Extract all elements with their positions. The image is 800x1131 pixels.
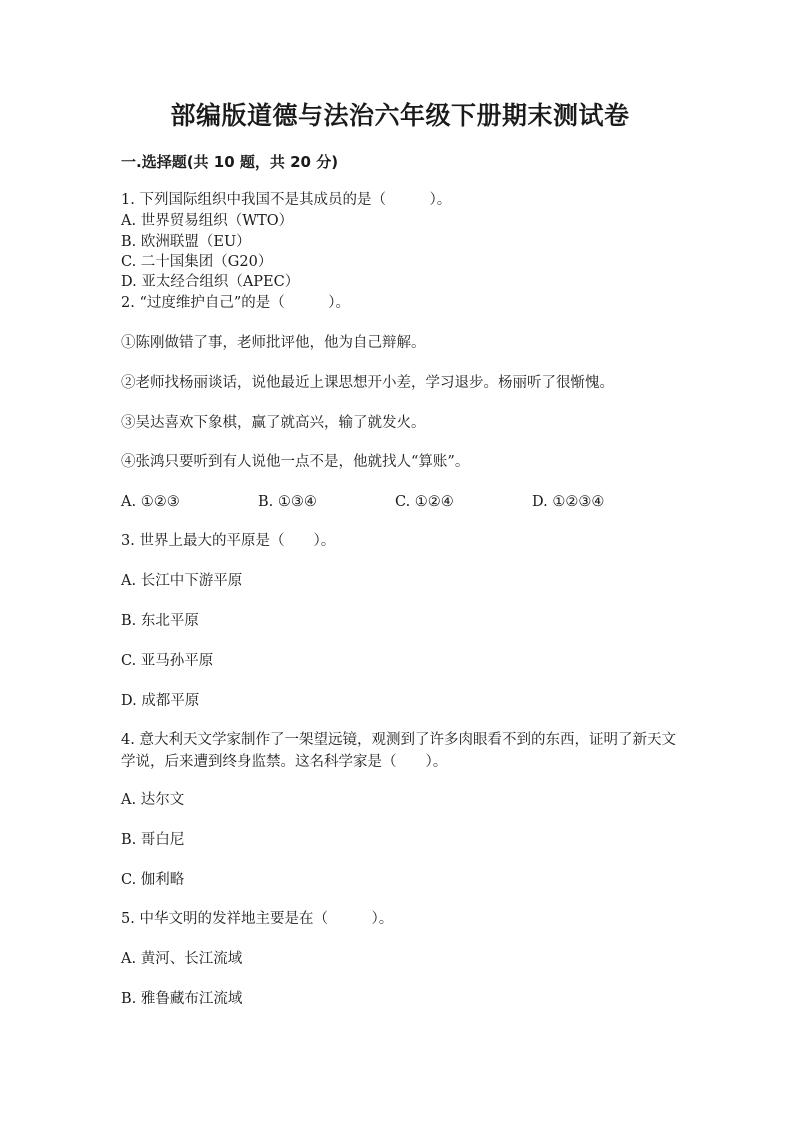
question-1-option-b: B. 欧洲联盟（EU） [121, 234, 251, 250]
question-2-option-b: B. ①③④ [258, 494, 317, 510]
question-2-stem: 2. “过度维护自己”的是（ ）。 [121, 295, 351, 311]
question-3-stem: 3. 世界上最大的平原是（ ）。 [121, 533, 336, 549]
question-4-stem: 4. 意大利天文学家制作了一架望远镜，观测到了许多肉眼看不到的东西，证明了新天文学说，后来遭到终身监禁。这名科学家是（ ）。 [121, 732, 676, 770]
question-5-option-a: A. 黄河、长江流域 [121, 951, 243, 967]
question-2-item-3: ③吴达喜欢下象棋，赢了就高兴，输了就发火。 [121, 415, 426, 431]
question-5-option-b: B. 雅鲁藏布江流域 [121, 991, 243, 1007]
question-2-option-d: D. ①②③④ [532, 494, 605, 510]
question-3-option-d: D. 成都平原 [121, 693, 200, 709]
question-2-option-a: A. ①②③ [121, 494, 180, 510]
question-2-item-2: ②老师找杨丽谈话，说他最近上课思想开小差，学习退步。杨丽听了很惭愧。 [121, 375, 614, 391]
question-4-option-a: A. 达尔文 [121, 792, 185, 808]
question-1-option-d: D. 亚太经合组织（APEC） [121, 274, 300, 290]
question-2-item-1: ①陈刚做错了事，老师批评他，他为自己辩解。 [121, 335, 426, 351]
question-2-item-4: ④张鸿只要听到有人说他一点不是，他就找人“算账”。 [121, 454, 470, 470]
question-3-option-a: A. 长江中下游平原 [121, 573, 243, 589]
question-4-option-c: C. 伽利略 [121, 872, 185, 888]
question-2-option-c: C. ①②④ [395, 494, 454, 510]
question-4-option-b: B. 哥白尼 [121, 832, 185, 848]
question-5-stem: 5. 中华文明的发祥地主要是在（ ）。 [121, 911, 394, 927]
question-1-option-a: A. 世界贸易组织（WTO） [121, 213, 294, 229]
page-title: 部编版道德与法治六年级下册期末测试卷 [170, 101, 630, 130]
question-1-stem: 1. 下列国际组织中我国不是其成员的是（ ）。 [121, 192, 452, 208]
question-3-option-b: B. 东北平原 [121, 613, 199, 629]
section-heading: 一.选择题(共 10 题，共 20 分) [121, 153, 339, 171]
question-1-option-c: C. 二十国集团（G20） [121, 254, 273, 270]
question-3-option-c: C. 亚马孙平原 [121, 653, 214, 669]
